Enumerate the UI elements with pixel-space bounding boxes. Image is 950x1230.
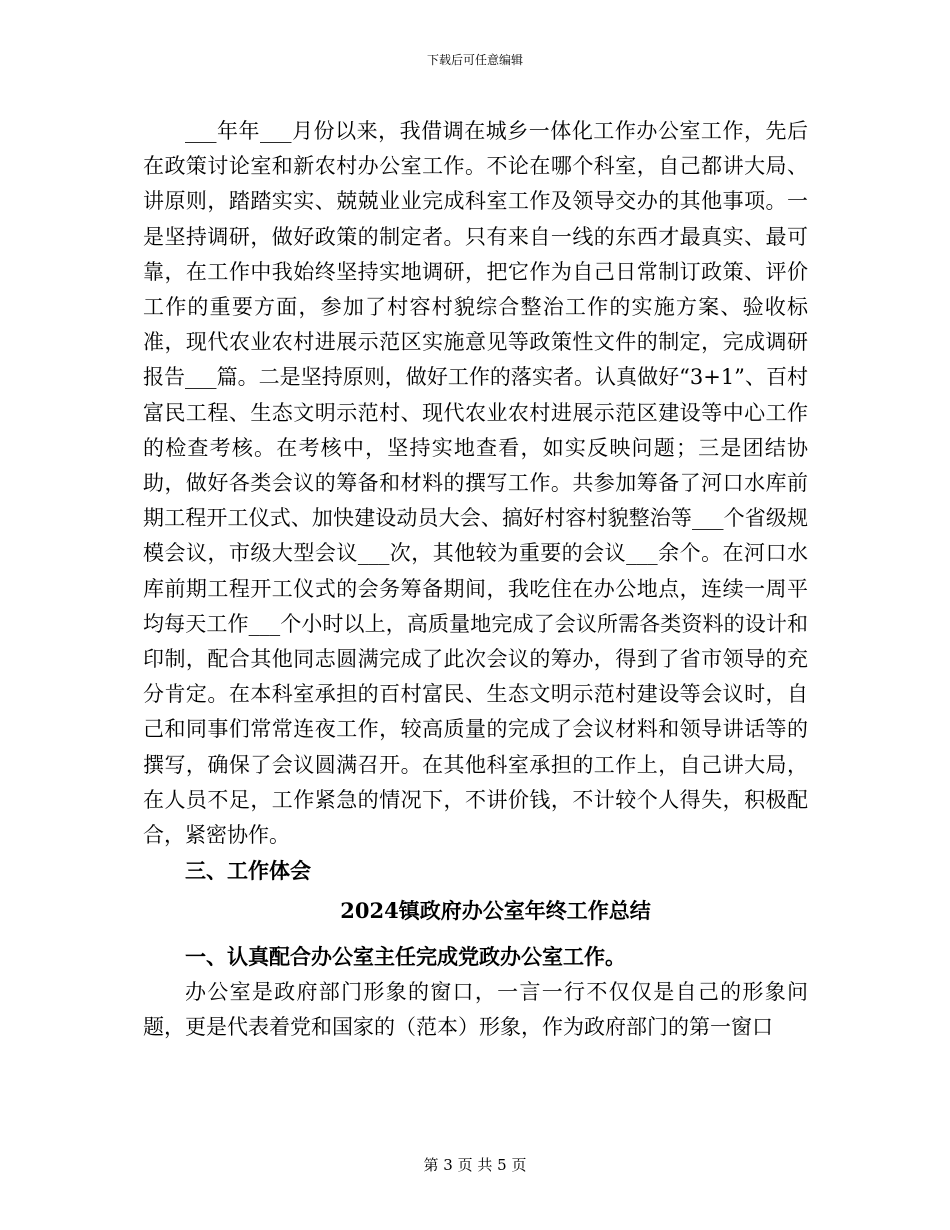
body-paragraph: ___年年___月份以来，我借调在城乡一体化工作办公室工作，先后在政策讨论室和新农村办公室工作。不论在哪个科室，自己都讲大局、讲原则，踏踏实实、兢兢业业完成科室工作及领导交办的其他事项。一是坚持调研，做好政策的制定者。只有来自一线的东西才最真实、最可靠，在工作中我始终坚持实地调研，把它作为自己日常制订政策、评价工作的重要方面，参加了村容村貌综合整治工作的实施方案、验收标准，现代农业农村进展示范区实施意见等政策性文件的制定，完成调研报告___篇。二是坚持原则，做好工作的落实者。认真做好“3+1”、百村富民工程、生态文明示范村、现代农业农村进展示范区建设等中心工作的检查考核。在考核中，坚持实地查看，如实反映问题；三是团结协助，做好各类会议的筹备和材料的撰写工作。共参加筹备了河口水库前期工程开工仪式、加快建设动员大会、搞好村容村貌整治等___个省级规模会议，市级大型会议___次，其他较为重要的会议___余个。在河口水库前期工程开工仪式的会务筹备期间，我吃住在办公地点，连续一周平均每天工作___个小时以上，高质量地完成了会议所需各类资料的设计和印制，配合其他同志圆满完成了此次会议的筹办，得到了省市领导的充分肯定。在本科室承担的百村富民、生态文明示范村建设等会议时，自己和同事们常常连夜工作，较高质量的完成了会议材料和领导讲话等的撰写，确保了会议圆满召开。在其他科室承担的工作上，自己讲大局，在人员不足，工作紧急的情况下，不讲价钱，不计较个人得失，积极配合，紧密协作。 <box>143 119 808 848</box>
section-heading: 三、工作体会 <box>185 858 311 884</box>
document-body <box>143 114 808 1045</box>
subsection-heading: 一、认真配合办公室主任完成党政办公室工作。 <box>185 944 626 970</box>
document-title: 2024镇政府办公室年终工作总结 <box>340 898 651 924</box>
body-paragraph: 办公室是政府部门形象的窗口，一言一行不仅仅是自己的形象问题，更是代表着党和国家的（范本）形象，作为政府部门的第一窗口 <box>143 979 808 1039</box>
page-footer: 第 3 页 共 5 页 <box>423 1156 527 1174</box>
page-header: 下载后可任意编辑 <box>426 53 523 67</box>
